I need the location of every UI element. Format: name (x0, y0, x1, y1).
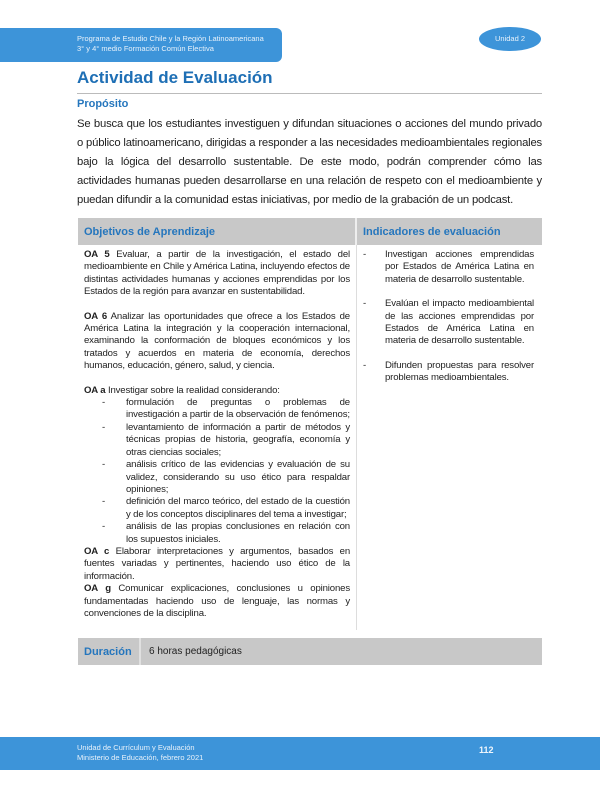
title-divider (77, 93, 542, 94)
oa-item: OA 5 Evaluar, a partir de la investigación, el estado del medioambiente en Chile y América Latina, incluyendo efectos de distintas actividades humanas y acciones emprendidas por los Estados de la región para avanzar en sustentabilidad. (84, 249, 350, 298)
objectives-table (78, 218, 542, 630)
indicator-item: - Difunden propuestas para resolver problemas medioambientales. (363, 359, 534, 384)
top-row (0, 28, 600, 62)
oa-item: OA 6 Analizar las oportunidades que ofrece a los Estados de América Latina la integración y la cooperación internacional, examinando la conformación de bloques económicos y los tratados y acuerdos en materia de economía, derechos humanos, educación, género, salud, y ciencia. (84, 310, 350, 372)
program-title: Programa de Estudio Chile y la Región Latinoamericana (77, 34, 264, 43)
page-number: 112 (479, 745, 494, 755)
list-item: - definición del marco teórico, del estado de la cuestión y de los conceptos disciplinares del tema a investigar; (102, 496, 350, 520)
content (77, 62, 542, 665)
list-item: - levantamiento de información a partir de métodos y técnicas propias de historia, geografía, economía y otras ciencias sociales; (102, 421, 350, 458)
list-item: - formulación de preguntas o problemas de investigación a partir de la observación de fenómenos; (102, 397, 350, 421)
header-objectives: Objetivos de Aprendizaje (78, 218, 357, 245)
indicator-item: - Investigan acciones emprendidas por Estados de América Latina en materia de desarrollo sustentable. (363, 249, 534, 285)
oa-item: OA a Investigar sobre la realidad considerando: (84, 384, 280, 396)
footer (0, 737, 600, 770)
oa-a-list (84, 397, 350, 546)
purpose-text: Se busca que los estudiantes investiguen y difundan situaciones o acciones del mundo privado o público latinoamericano, dirigidas a responder a las necesidades medioambientales regionales bajo la lógica del desarrollo sustentable. De este modo, podrán comprender cómo las actividades humanas pueden desarrollarse en una relación de respeto con el medioambiente y puedan difundir a la comunidad estas iniciativas, por medio de la grabación de un podcast. (77, 118, 542, 206)
unit-badge: Unidad 2 (479, 27, 541, 51)
spacer (0, 665, 600, 737)
objectives-cell (78, 245, 357, 630)
list-item: - análisis crítico de las evidencias y evaluación de su validez, considerando su uso ético para respaldar opiniones; (102, 459, 350, 495)
duration-value: 6 horas pedagógicas (149, 646, 242, 658)
indicators-cell (357, 245, 542, 630)
table-header (78, 218, 542, 245)
oa-item: OA g Comunicar explicaciones, conclusiones u opiniones fundamentadas haciendo uso de lenguaje, las normas y convenciones de la disciplina. (84, 583, 350, 619)
indicator-item: - Evalúan el impacto medioambiental de las acciones emprendidas por Estados de América Latina en materia de desarrollo sustentable. (363, 298, 534, 347)
footer-unit: Unidad de Currículum y Evaluación (77, 743, 195, 752)
footer-ministry: Ministerio de Educación, febrero 2021 (77, 753, 204, 762)
page-title: Actividad de Evaluación (77, 68, 273, 87)
duration-row (78, 638, 542, 665)
header-indicators: Indicadores de evaluación (363, 225, 501, 238)
list-item: - análisis de las propias conclusiones en relación con los supuestos iniciales. (102, 521, 350, 545)
purpose-heading: Propósito (77, 98, 129, 110)
oa-item: OA c Elaborar interpretaciones y argumentos, basados en fuentes variadas y pertinentes, haciendo uso ético de la información. (84, 545, 351, 582)
table-body (78, 245, 542, 630)
footer-bar (0, 737, 600, 770)
header-bar (0, 28, 282, 62)
program-subtitle: 3° y 4° medio Formación Común Electiva (77, 44, 214, 53)
duration-label: Duración (78, 638, 141, 665)
